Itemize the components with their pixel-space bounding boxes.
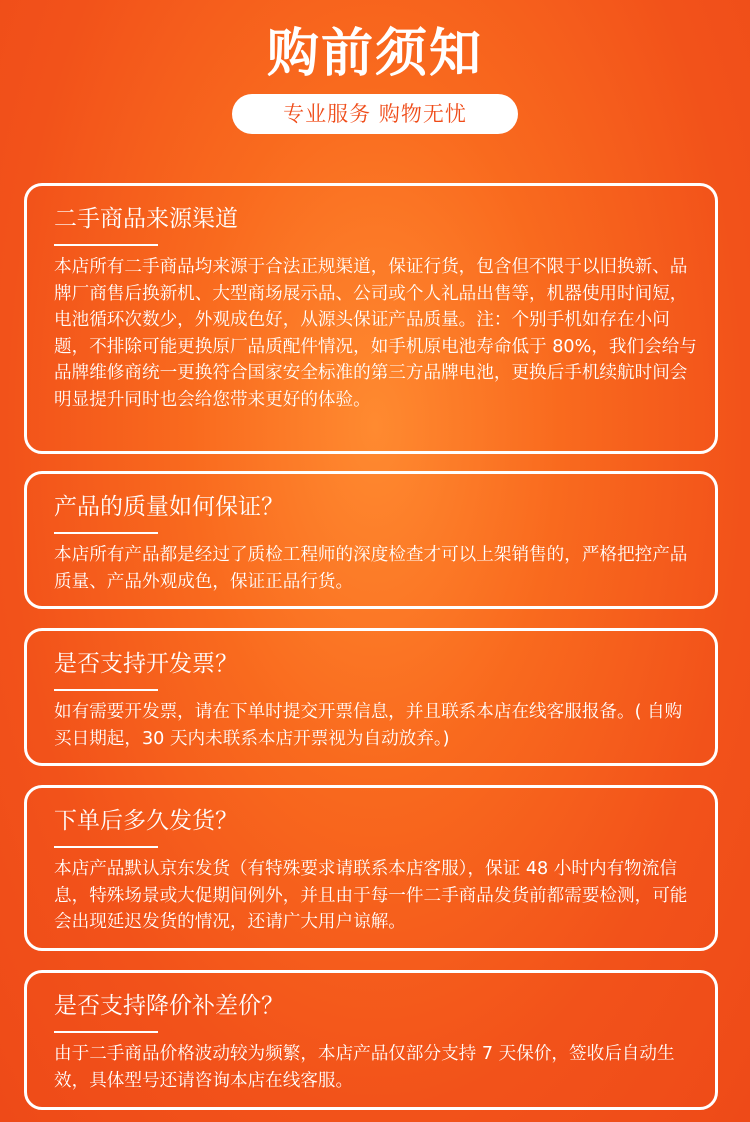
section-body: 如有需要开发票，请在下单时提交开票信息，并且联系本店在线客服报备。( 自购买日期起，30 天内未联系本店开票视为自动放弃。) (54, 702, 683, 749)
section-body: 由于二手商品价格波动较为频繁，本店产品仅部分支持 7 天保价，签收后自动生效，具体型号还请咨询本店在线客服。 (54, 1044, 675, 1091)
subtitle-pill: 专业服务 购物无忧 (232, 94, 518, 134)
title-underline (54, 244, 158, 246)
section-card-shipping (24, 785, 718, 951)
section-title: 产品的质量如何保证？ (54, 494, 284, 520)
section-title: 是否支持降价补差价？ (54, 993, 284, 1019)
section-card-invoice (24, 628, 718, 766)
section-card-quality (24, 471, 718, 609)
page-title: 购前须知 (266, 24, 483, 84)
section-body: 本店产品默认京东发货（有特殊要求请联系本店客服），保证 48 小时内有物流信息，特殊场景或大促期间例外，并且由于每一件二手商品发货前都需要检测，可能会出现延迟发货的情况，还请广大用户谅解。 (54, 859, 688, 932)
title-underline (54, 846, 158, 848)
section-title: 是否支持开发票？ (54, 651, 238, 677)
section-title: 下单后多久发货？ (54, 808, 238, 834)
section-card-price-protection (24, 970, 718, 1110)
title-underline (54, 1031, 158, 1033)
title-underline (54, 689, 158, 691)
section-title: 二手商品来源渠道 (54, 206, 238, 232)
section-card-source (24, 183, 718, 454)
section-body: 本店所有二手商品均来源于合法正规渠道，保证行货，包含但不限于以旧换新、品牌厂商售后换新机、大型商场展示品、公司或个人礼品出售等，机器使用时间短，电池循环次数少，外观成色好，从源头保证产品质量。注：个别手机如存在小问题，不排除可能更换原厂品质配件情况，如手机原电池寿命低于 80%，我们会给与品牌维修商统一更换符合国家安全标准的第三方品牌电池，更换后手机续航时间会明显提升同时也会给您带来更好的体验。 (54, 257, 697, 410)
title-underline (54, 532, 158, 534)
section-body: 本店所有产品都是经过了质检工程师的深度检查才可以上架销售的，严格把控产品质量、产品外观成色，保证正品行货。 (54, 545, 688, 592)
